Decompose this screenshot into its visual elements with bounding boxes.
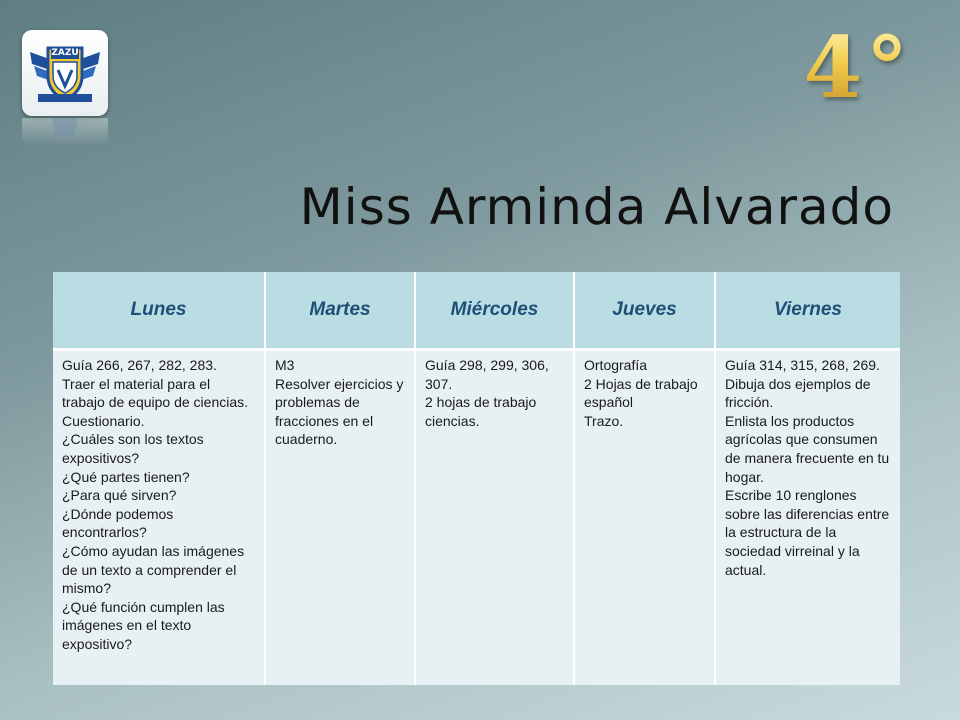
table-header-row: [53, 272, 900, 350]
teacher-title: Miss Arminda Alvarado: [299, 178, 894, 236]
cell-text: 2 hojas de trabajo ciencias.: [425, 394, 537, 429]
cell-lunes: [53, 350, 265, 686]
header-martes: Martes: [265, 272, 415, 350]
cell-text: ¿Cómo ayudan las imágenes de un texto a comprender el mismo?: [62, 542, 245, 597]
cell-text: Cuestionario.: [62, 412, 145, 429]
cell-text: 2 Hojas de trabajo español: [584, 375, 698, 411]
cell-text: Trazo.: [584, 412, 624, 429]
logo-reflection: [22, 118, 108, 146]
school-crest-icon: [22, 30, 108, 116]
cell-miercoles: [415, 350, 574, 686]
cell-martes: [265, 350, 415, 686]
school-logo: [22, 30, 108, 116]
cell-text: M3: [275, 357, 295, 373]
logo-text: ZAZU: [51, 48, 79, 58]
school-crest-reflection-icon: [22, 118, 108, 146]
cell-text: Escribe 10 renglones sobre las diferencias entre la estructura de la sociedad virreinal y la actual.: [725, 487, 890, 578]
cell-text: ¿Dónde podemos encontrarlos?: [62, 505, 174, 541]
grade-number: 4°: [803, 18, 912, 117]
cell-text: Traer el material para el trabajo de equipo de ciencias.: [62, 375, 249, 411]
cell-text: Guía 314, 315, 268, 269.: [725, 357, 880, 373]
cell-text: ¿Para qué sirven?: [62, 487, 177, 504]
weekly-schedule-table: [53, 272, 900, 685]
cell-text: Resolver ejercicios y problemas de fracciones en el cuaderno.: [275, 375, 404, 448]
cell-text: Dibuja dos ejemplos de fricción.: [725, 375, 871, 411]
header-jueves: Jueves: [574, 272, 715, 350]
header-lunes: Lunes: [53, 272, 265, 350]
header-viernes: Viernes: [715, 272, 900, 350]
cell-text: Guía 298, 299, 306, 307.: [425, 357, 549, 392]
cell-text: Enlista los productos agrícolas que consumen de manera frecuente en tu hogar.: [725, 412, 890, 485]
cell-viernes: [715, 350, 900, 686]
cell-text: ¿Qué función cumplen las imágenes en el texto expositivo?: [62, 598, 225, 652]
cell-text: ¿Cuáles son los textos expositivos?: [62, 431, 204, 466]
cell-text: Ortografía: [584, 357, 648, 373]
cell-text: Guía 266, 267, 282, 283.: [62, 357, 217, 373]
table-row: [53, 350, 900, 686]
cell-text: ¿Qué partes tienen?: [62, 468, 190, 485]
cell-jueves: [574, 350, 715, 686]
header-miercoles: Miércoles: [415, 272, 574, 350]
